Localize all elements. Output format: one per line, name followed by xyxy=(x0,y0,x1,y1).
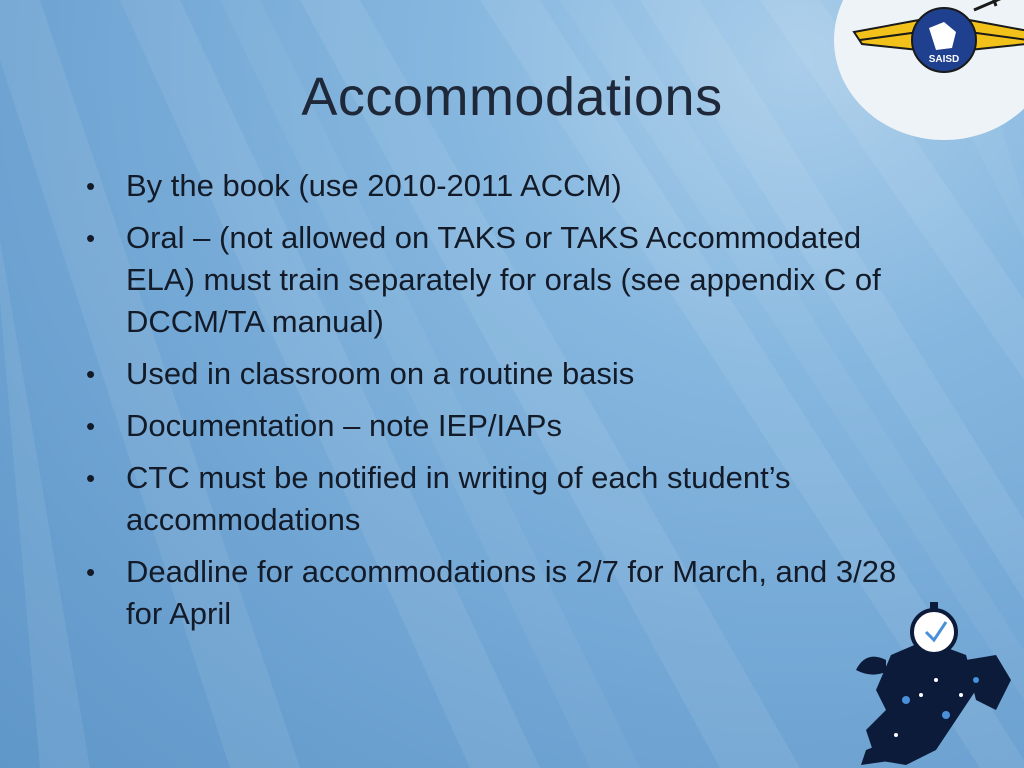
bullet-marker: • xyxy=(86,411,96,441)
bullet-item xyxy=(86,551,916,635)
bullet-item xyxy=(86,353,916,395)
bullet-marker: • xyxy=(86,359,96,389)
bullet-text: Used in classroom on a routine basis xyxy=(126,356,635,391)
bullet-text: By the book (use 2010-2011 ACCM) xyxy=(126,168,622,203)
bullet-item xyxy=(86,405,916,447)
bullet-text: Oral – (not allowed on TAKS or TAKS Accommodated ELA) must train separately for orals (see appendix C of DCCM/TA manual) xyxy=(126,220,881,339)
slide-title: Accommodations xyxy=(301,67,723,127)
bullet-item xyxy=(86,217,916,343)
bullet-marker: • xyxy=(86,171,96,201)
bullet-item xyxy=(86,457,916,541)
bullet-text: Documentation – note IEP/IAPs xyxy=(126,408,562,443)
bullet-list xyxy=(86,165,916,645)
bullet-text: CTC must be notified in writing of each student’s accommodations xyxy=(126,460,791,537)
bullet-marker: • xyxy=(86,223,96,253)
stopwatch-running-man-clipart-icon xyxy=(846,600,1016,768)
bullet-marker: • xyxy=(86,463,96,493)
bullet-marker: • xyxy=(86,557,96,587)
bullet-item xyxy=(86,165,916,207)
bullet-text: Deadline for accommodations is 2/7 for March, and 3/28 for April xyxy=(126,554,897,631)
logo-text: SAISD xyxy=(928,54,960,65)
